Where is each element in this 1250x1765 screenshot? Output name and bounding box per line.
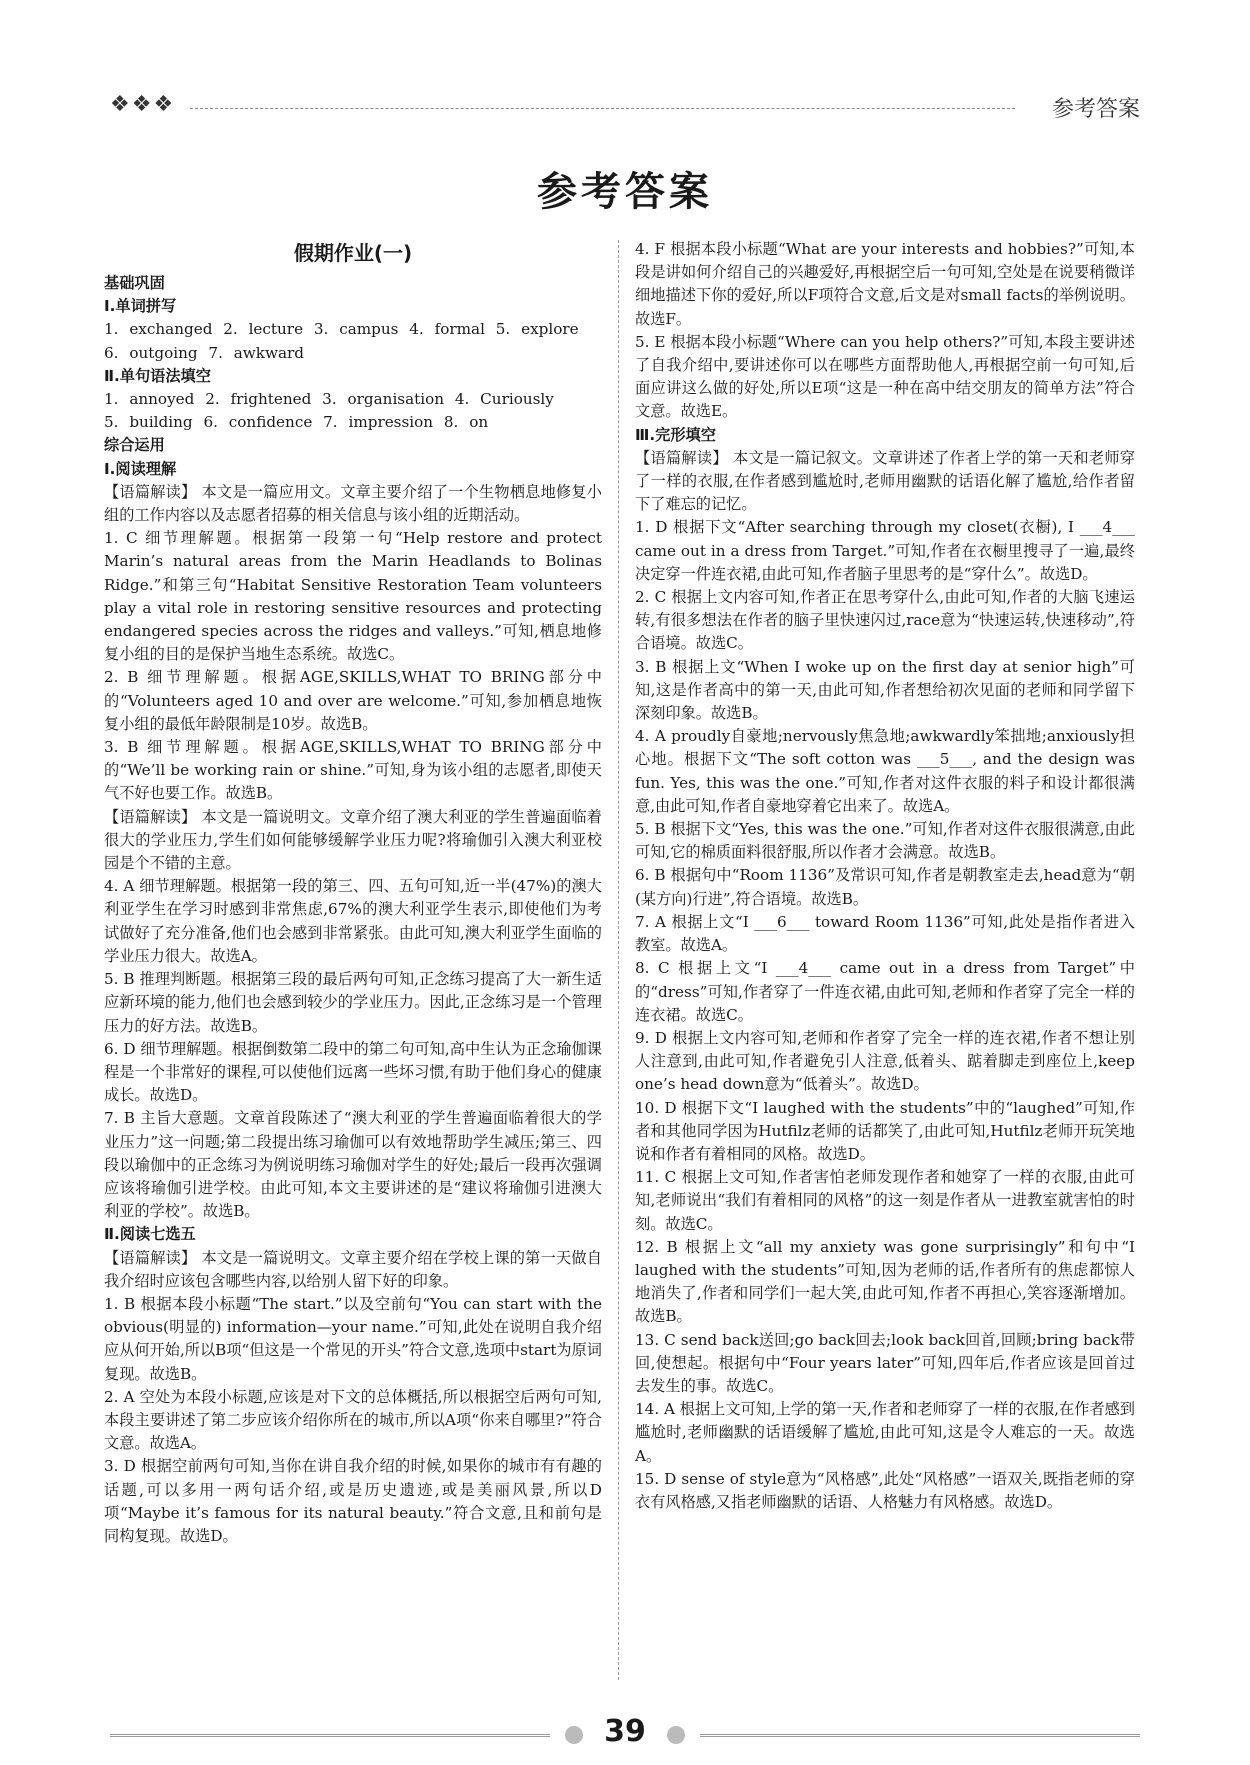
answer-paragraph: 10. D 根据下文“I laughed with the students”中的“laughed”可知,作者和其他同学因为Hutfilz老师的话都笑了,由此可知,Hutfilz老师开玩笑地说和作者有着相同的风格。故选D。 [635,1098,1135,1163]
answer-paragraph: 3. D 根据空前两句可知,当你在讲自我介绍的时候,如果你的城市有有趣的话题,可以多用一两句话介绍,或是历史遗迹,或是美丽风景,所以D项“Maybe it’s famous for its natural beauty.”符合文意,且和前句是同构复现。故选D。 [104,1457,602,1545]
page-title: 参考答案 [537,169,713,215]
answer-paragraph: 12. B 根据上文“all my anxiety was gone surprisingly”和句中“I laughed with the students”可知,因为老师的话,作者所有的焦虑都惊人地消失了,作者和同学们一起大笑,由此可知,作者不再担心,笑容逐渐增加。故选B。 [635,1237,1135,1326]
left-column [104,238,602,1548]
answer-paragraph: 7. A 根据上文“I ___6___ toward Room 1136”可知,此处是指作者进入教室。故选A。 [635,912,1135,955]
answer-paragraph: 5. B 推理判断题。根据第三段的最后两句可知,正念练习提高了大一新生适应新环境的能力,他们也会感到较少的学业压力。因此,正念练习是一个管理压力的好方法。故选B。 [104,970,602,1035]
header-rule [190,108,1015,109]
answer-paragraph: 6. B 根据句中“Room 1136”及常识可知,作者是朝教室走去,head意为“朝(某方向)行进”,符合语境。故选B。 [635,866,1135,908]
answer-line: 1. annoyed 2. frightened 3. organisation 4. Curiously [104,390,554,409]
answer-paragraph: 【语篇解读】 本文是一篇应用文。文章主要介绍了一个生物栖息地修复小组的工作内容以及志愿者招募的相关信息与该小组的近期活动。 [104,482,602,525]
page-footer [110,1714,1140,1750]
answer-paragraph: 14. A 根据上文可知,上学的第一天,作者和老师穿了一样的衣服,在作者感到尴尬时,老师幽默的话语缓解了尴尬,由此可知,这是令人难忘的一天。故选A。 [635,1400,1135,1465]
answer-paragraph: 1. D 根据下文“After searching through my closet(衣橱), I ___4___ came out in a dress from Target.”可知,作者在衣橱里搜寻了一遍,最终决定穿一件连衣裙,由此可知,作者脑子里思考的是“穿什么”。故选D。 [635,518,1135,583]
answer-line: 1. exchanged 2. lecture 3. campus 4. formal 5. explore [104,320,579,339]
subheading: 综合运用 [104,436,165,455]
subheading: Ⅱ.阅读七选五 [104,1225,196,1244]
subheading: Ⅰ.阅读理解 [104,459,177,478]
ornament-icon: ❖❖❖ [110,92,176,117]
section-title: 假期作业(一) [293,241,413,265]
answer-paragraph: 8. C 根据上文“I ___4___ came out in a dress from Target”中的“dress”可知,作者穿了一件连衣裙,由此可知,老师和作者穿了完全一样的连衣裙。故选C。 [635,959,1135,1024]
right-column [635,238,1135,1514]
answer-paragraph: 【语篇解读】 本文是一篇说明文。文章主要介绍在学校上课的第一天做自我介绍时应该包含哪些内容,以给别人留下好的印象。 [104,1248,602,1290]
answer-paragraph: 3. B 细节理解题。根据AGE,SKILLS,WHAT TO BRING部分中的“We’ll be working rain or shine.”可知,身为该小组的志愿者,即使天气不好也要工作。故选B。 [104,738,602,803]
answer-paragraph: 2. B 细节理解题。根据AGE,SKILLS,WHAT TO BRING部分中的“Volunteers aged 10 and over are welcome.”可知,参加栖息地恢复小组的最低年龄限制是10岁。故选B。 [104,668,602,733]
answer-paragraph: 7. B 主旨大意题。文章首段陈述了“澳大利亚的学生普遍面临着很大的学业压力”这一问题;第二段提出练习瑜伽可以有效地帮助学生减压;第三、四段以瑜伽中的正念练习为例说明练习瑜伽对学生的好处;最后一段再次强调应该将瑜伽引进学校。由此可知,本文主要讲述的是“建议将瑜伽引进澳大利亚的学校”。故选B。 [104,1109,602,1221]
answer-paragraph: 5. B 根据下文“Yes, this was the one.”可知,作者对这件衣服很满意,由此可知,它的棉质面料很舒服,所以作者才会满意。故选B。 [635,820,1135,862]
answer-paragraph: 2. A 空处为本段小标题,应该是对下文的总体概括,所以根据空后两句可知,本段主要讲述了第二步应该介绍你所在的城市,所以A项“你来自哪里?”符合文意。故选A。 [104,1387,602,1453]
left-lines [104,272,602,1548]
answer-paragraph: 4. A 细节理解题。根据第一段的第三、四、五句可知,近一半(47%)的澳大利亚学生在学习时感到非常焦虑,67%的澳大利亚学生表示,即使他们为考试做好了充分准备,他们也会感到非常紧张。由此可知,澳大利亚学生面临的学业压力很大。故选A。 [104,877,602,965]
subheading: Ⅱ.单句语法填空 [104,366,211,385]
footer-rule-right [700,1734,1140,1737]
subheading: Ⅲ.完形填空 [635,425,716,444]
answer-paragraph: 5. E 根据本段小标题“Where can you help others?”可知,本段主要讲述了自我介绍中,要讲述你可以在哪些方面帮助他人,再根据空前一句可知,后面应讲这么做的好处,所以E项“这是一种在高中结交朋友的简单方法”符合文意。故选E。 [635,332,1135,421]
answer-paragraph: 15. D sense of style意为“风格感”,此处“风格感”一语双关,既指老师的穿衣有风格感,又指老师幽默的话语、人格魅力有风格感。故选D。 [635,1469,1135,1511]
answer-paragraph: 4. A proudly自豪地;nervously焦急地;awkwardly笨拙地;anxiously担心地。根据下文“The soft cotton was ___5___, and the design was fun. Yes, this was the one.”可知,作者对这件衣服的料子和设计都很满意,由此可知,作者自豪地穿着它出来了。故选A。 [635,727,1135,815]
answer-paragraph: 6. D 细节理解题。根据倒数第二段中的第二句可知,高中生认为正念瑜伽课程是一个非常好的课程,可以使他们远离一些坏习惯,有助于他们身心的健康成长。故选D。 [104,1039,602,1105]
footer-dot-icon [667,1726,685,1744]
answer-line: 5. building 6. confidence 7. impression 8. on [104,413,489,432]
answer-paragraph: 4. F 根据本段小标题“What are your interests and hobbies?”可知,本段是讲如何介绍自己的兴趣爱好,再根据空后一句可知,空处是在说要稍微详细地描述下你的爱好,所以F项符合文意,后文是对small facts的举例说明。故选F。 [635,240,1135,328]
answer-paragraph: 3. B 根据上文“When I woke up on the first day at senior high”可知,这是作者高中的第一天,由此可知,作者想给初次见面的老师和同学留下深刻印象。故选B。 [635,657,1135,723]
answer-paragraph: 11. C 根据上文可知,作者害怕老师发现作者和她穿了一样的衣服,由此可知,老师说出“我们有着相同的风格”的这一刻是作者从一进教室就害怕的时刻。故选C。 [635,1168,1135,1233]
answer-paragraph: 1. B 根据本段小标题“The start.”以及空前句“You can start with the obvious(明显的) information—your name.”可知,此处在说明自我介绍应从何开始,所以B项“但这是一个常见的开头”符合文意,选项中start为原词复现。故选B。 [104,1294,602,1383]
answer-paragraph: 13. C send back送回;go back回去;look back回首,回顾;bring back带回,使想起。根据句中“Four years later”可知,四年后,作者应该是回首过去发生的事。故选C。 [635,1330,1135,1395]
answer-paragraph: 【语篇解读】 本文是一篇说明文。文章介绍了澳大利亚的学生普遍面临着很大的学业压力,学生们如何能够缓解学业压力呢?将瑜伽引入澳大利亚校园是个不错的主意。 [104,807,602,873]
answer-paragraph: 【语篇解读】 本文是一篇记叙文。文章讲述了作者上学的第一天和老师穿了一样的衣服,在作者感到尴尬时,老师用幽默的话语化解了尴尬,给作者留下了难忘的记忆。 [635,448,1135,514]
answer-line: 6. outgoing 7. awkward [104,343,305,362]
page-header [110,92,1140,122]
answer-paragraph: 9. D 根据上文内容可知,老师和作者穿了完全一样的连衣裙,作者不想让别人注意到,由此可知,作者避免引人注意,低着头、踮着脚走到座位上,keep one’s head down意为“低着头”。故选D。 [635,1028,1135,1094]
answer-paragraph: 1. C 细节理解题。根据第一段第一句“Help restore and protect Marin’s natural areas from the Marin Headlands to Bolinas Ridge.”和第三句“Habitat Sensitive Restoration Team volunteers play a vital role in restoring sensitive resources and protecting endangered species across the ridges and valleys.”可知,栖息地修复小组的目的是保护当地生态系统。故选C。 [104,529,602,664]
subheading: Ⅰ.单词拼写 [104,297,177,316]
subheading: 基础巩固 [104,274,165,292]
answer-paragraph: 2. C 根据上文内容可知,作者正在思考穿什么,由此可知,作者的大脑飞速运转,有很多想法在作者的脑子里快速闪过,race意为“快速运转,快速移动”,符合语境。故选C。 [635,588,1135,653]
column-divider [618,240,619,1680]
page-number: 39 [604,1714,646,1749]
header-label: 参考答案 [1051,97,1140,122]
right-lines [635,238,1135,1514]
